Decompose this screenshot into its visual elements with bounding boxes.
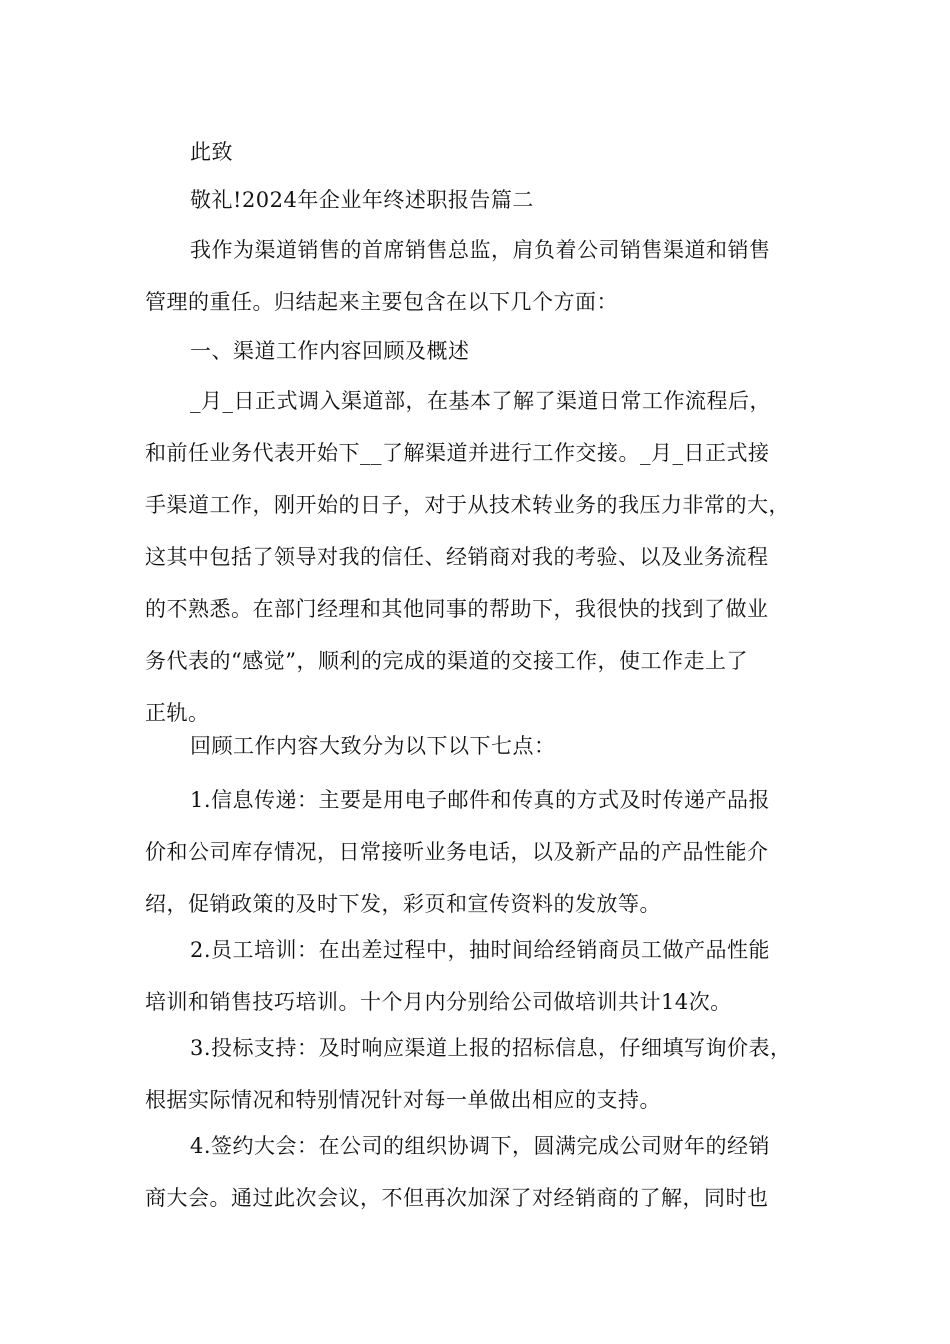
list-item-1 xyxy=(145,774,835,930)
text-line: 商大会。通过此次会议，不但再次加深了对经销商的了解，同时也 xyxy=(145,1186,769,1210)
section-heading xyxy=(145,174,835,226)
text-line: 此致 xyxy=(190,140,233,164)
text-line: 和前任业务代表开始下__了解渠道并进行工作交接。_月_日正式接 xyxy=(145,441,770,465)
text-line: 价和公司库存情况，日常接听业务电话，以及新产品的产品性能介 xyxy=(145,840,769,864)
text-line: 4.签约大会：在公司的组织协调下，圆满完成公司财年的经销 xyxy=(190,1134,771,1158)
text-line: 手渠道工作，刚开始的日子，对于从技术转业务的我压力非常的大， xyxy=(145,493,790,517)
closing-salutation xyxy=(145,126,835,178)
text-line: 培训和销售技巧培训。十个月内分别给公司做培训共计14次。 xyxy=(145,990,732,1014)
list-item-4 xyxy=(145,1120,835,1224)
list-item-3 xyxy=(145,1022,835,1126)
text-line: 1.信息传递：主要是用电子邮件和传真的方式及时传递产品报 xyxy=(190,788,771,812)
text-line: 3.投标支持：及时响应渠道上报的招标信息，仔细填写询价表， xyxy=(190,1036,792,1060)
text-line: 正轨。 xyxy=(145,701,210,725)
text-line: 一、渠道工作内容回顾及概述 xyxy=(190,339,470,363)
text-line: 这其中包括了领导对我的信任、经销商对我的考验、以及业务流程 xyxy=(145,545,769,569)
text-line: 回顾工作内容大致分为以下以下七点： xyxy=(190,734,556,758)
text-line: 绍，促销政策的及时下发，彩页和宣传资料的发放等。 xyxy=(145,892,661,916)
text-line: 管理的重任。归结起来主要包含在以下几个方面： xyxy=(145,290,618,314)
body-paragraph xyxy=(145,375,835,739)
text-line: 敬礼!2024年企业年终述职报告篇二 xyxy=(190,188,534,212)
text-line: 的不熟悉。在部门经理和其他同事的帮助下，我很快的找到了做业 xyxy=(145,597,769,621)
body-paragraph xyxy=(145,720,835,772)
text-line: 我作为渠道销售的首席销售总监，肩负着公司销售渠道和销售 xyxy=(190,238,771,262)
subsection-heading xyxy=(145,325,835,377)
intro-paragraph xyxy=(145,224,835,328)
text-line: 务代表的“感觉”，顺利的完成的渠道的交接工作，使工作走上了 xyxy=(145,649,748,673)
text-line: _月_日正式调入渠道部，在基本了解了渠道日常工作流程后， xyxy=(190,389,771,413)
list-item-2 xyxy=(145,924,835,1028)
text-line: 根据实际情况和特别情况针对每一单做出相应的支持。 xyxy=(145,1088,661,1112)
text-line: 2.员工培训：在出差过程中，抽时间给经销商员工做产品性能 xyxy=(190,938,771,962)
